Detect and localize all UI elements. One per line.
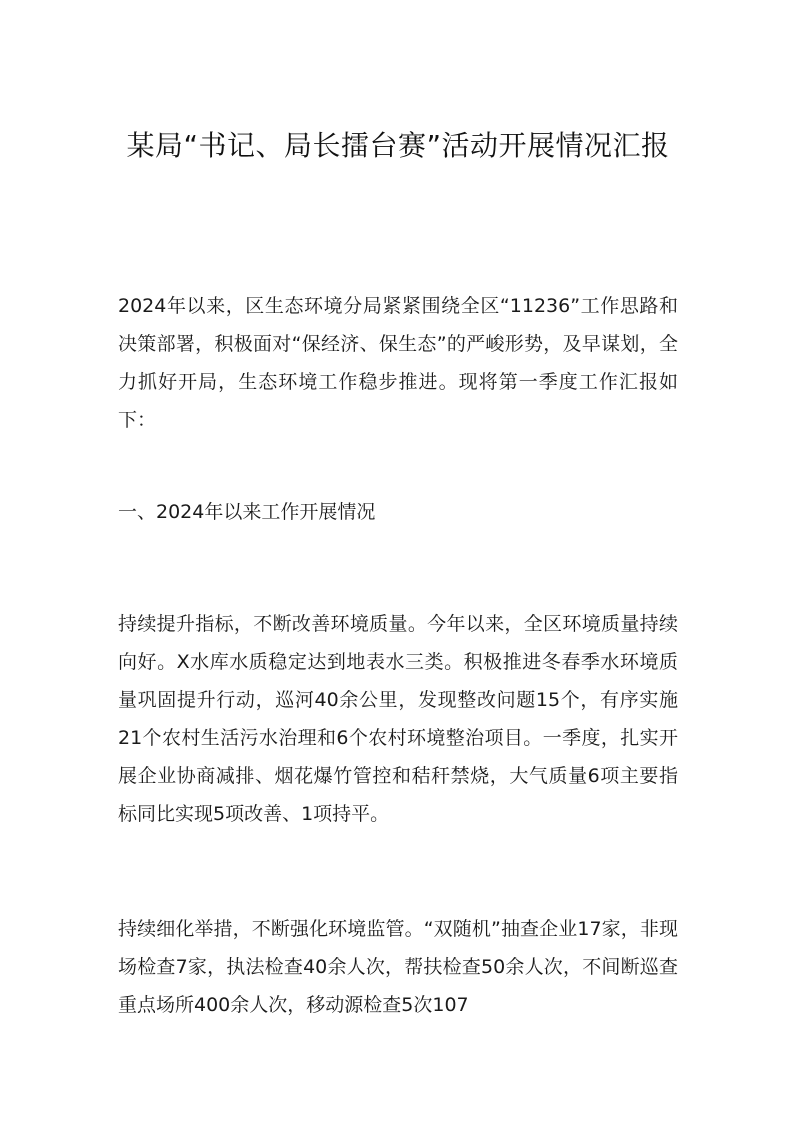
environment-quality-paragraph: 持续提升指标，不断改善环境质量。今年以来，全区环境质量持续向好。X水库水质稳定达到地表水三类。积极推进冬春季水环境质量巩固提升行动，巡河40余公里，发现整改问题15个，有序实施21个农村生活污水治理和6个农村环境整治项目。一季度，扎实开展企业协商减排、烟花爆竹管控和秸秆禁烧，大气质量6项主要指标同比实现5项改善、1项持平。 — [118, 613, 678, 825]
section-heading: 一、2024年以来工作开展情况 — [118, 501, 376, 523]
intro-paragraph: 2024年以来，区生态环境分局紧紧围绕全区“11236”工作思路和决策部署，积极面对“保经济、保生态”的严峻形势，及早谋划，全力抓好开局，生态环境工作稳步推进。现将第一季度工作汇报如下： — [118, 295, 678, 431]
environment-supervision-paragraph: 持续细化举措，不断强化环境监管。“双随机”抽查企业17家，非现场检查7家，执法检查40余人次，帮扶检查50余人次，不间断巡查重点场所400余人次，移动源检查5次107 — [118, 918, 678, 1016]
document-title: 某局“书记、局长擂台赛”活动开展情况汇报 — [126, 129, 670, 162]
